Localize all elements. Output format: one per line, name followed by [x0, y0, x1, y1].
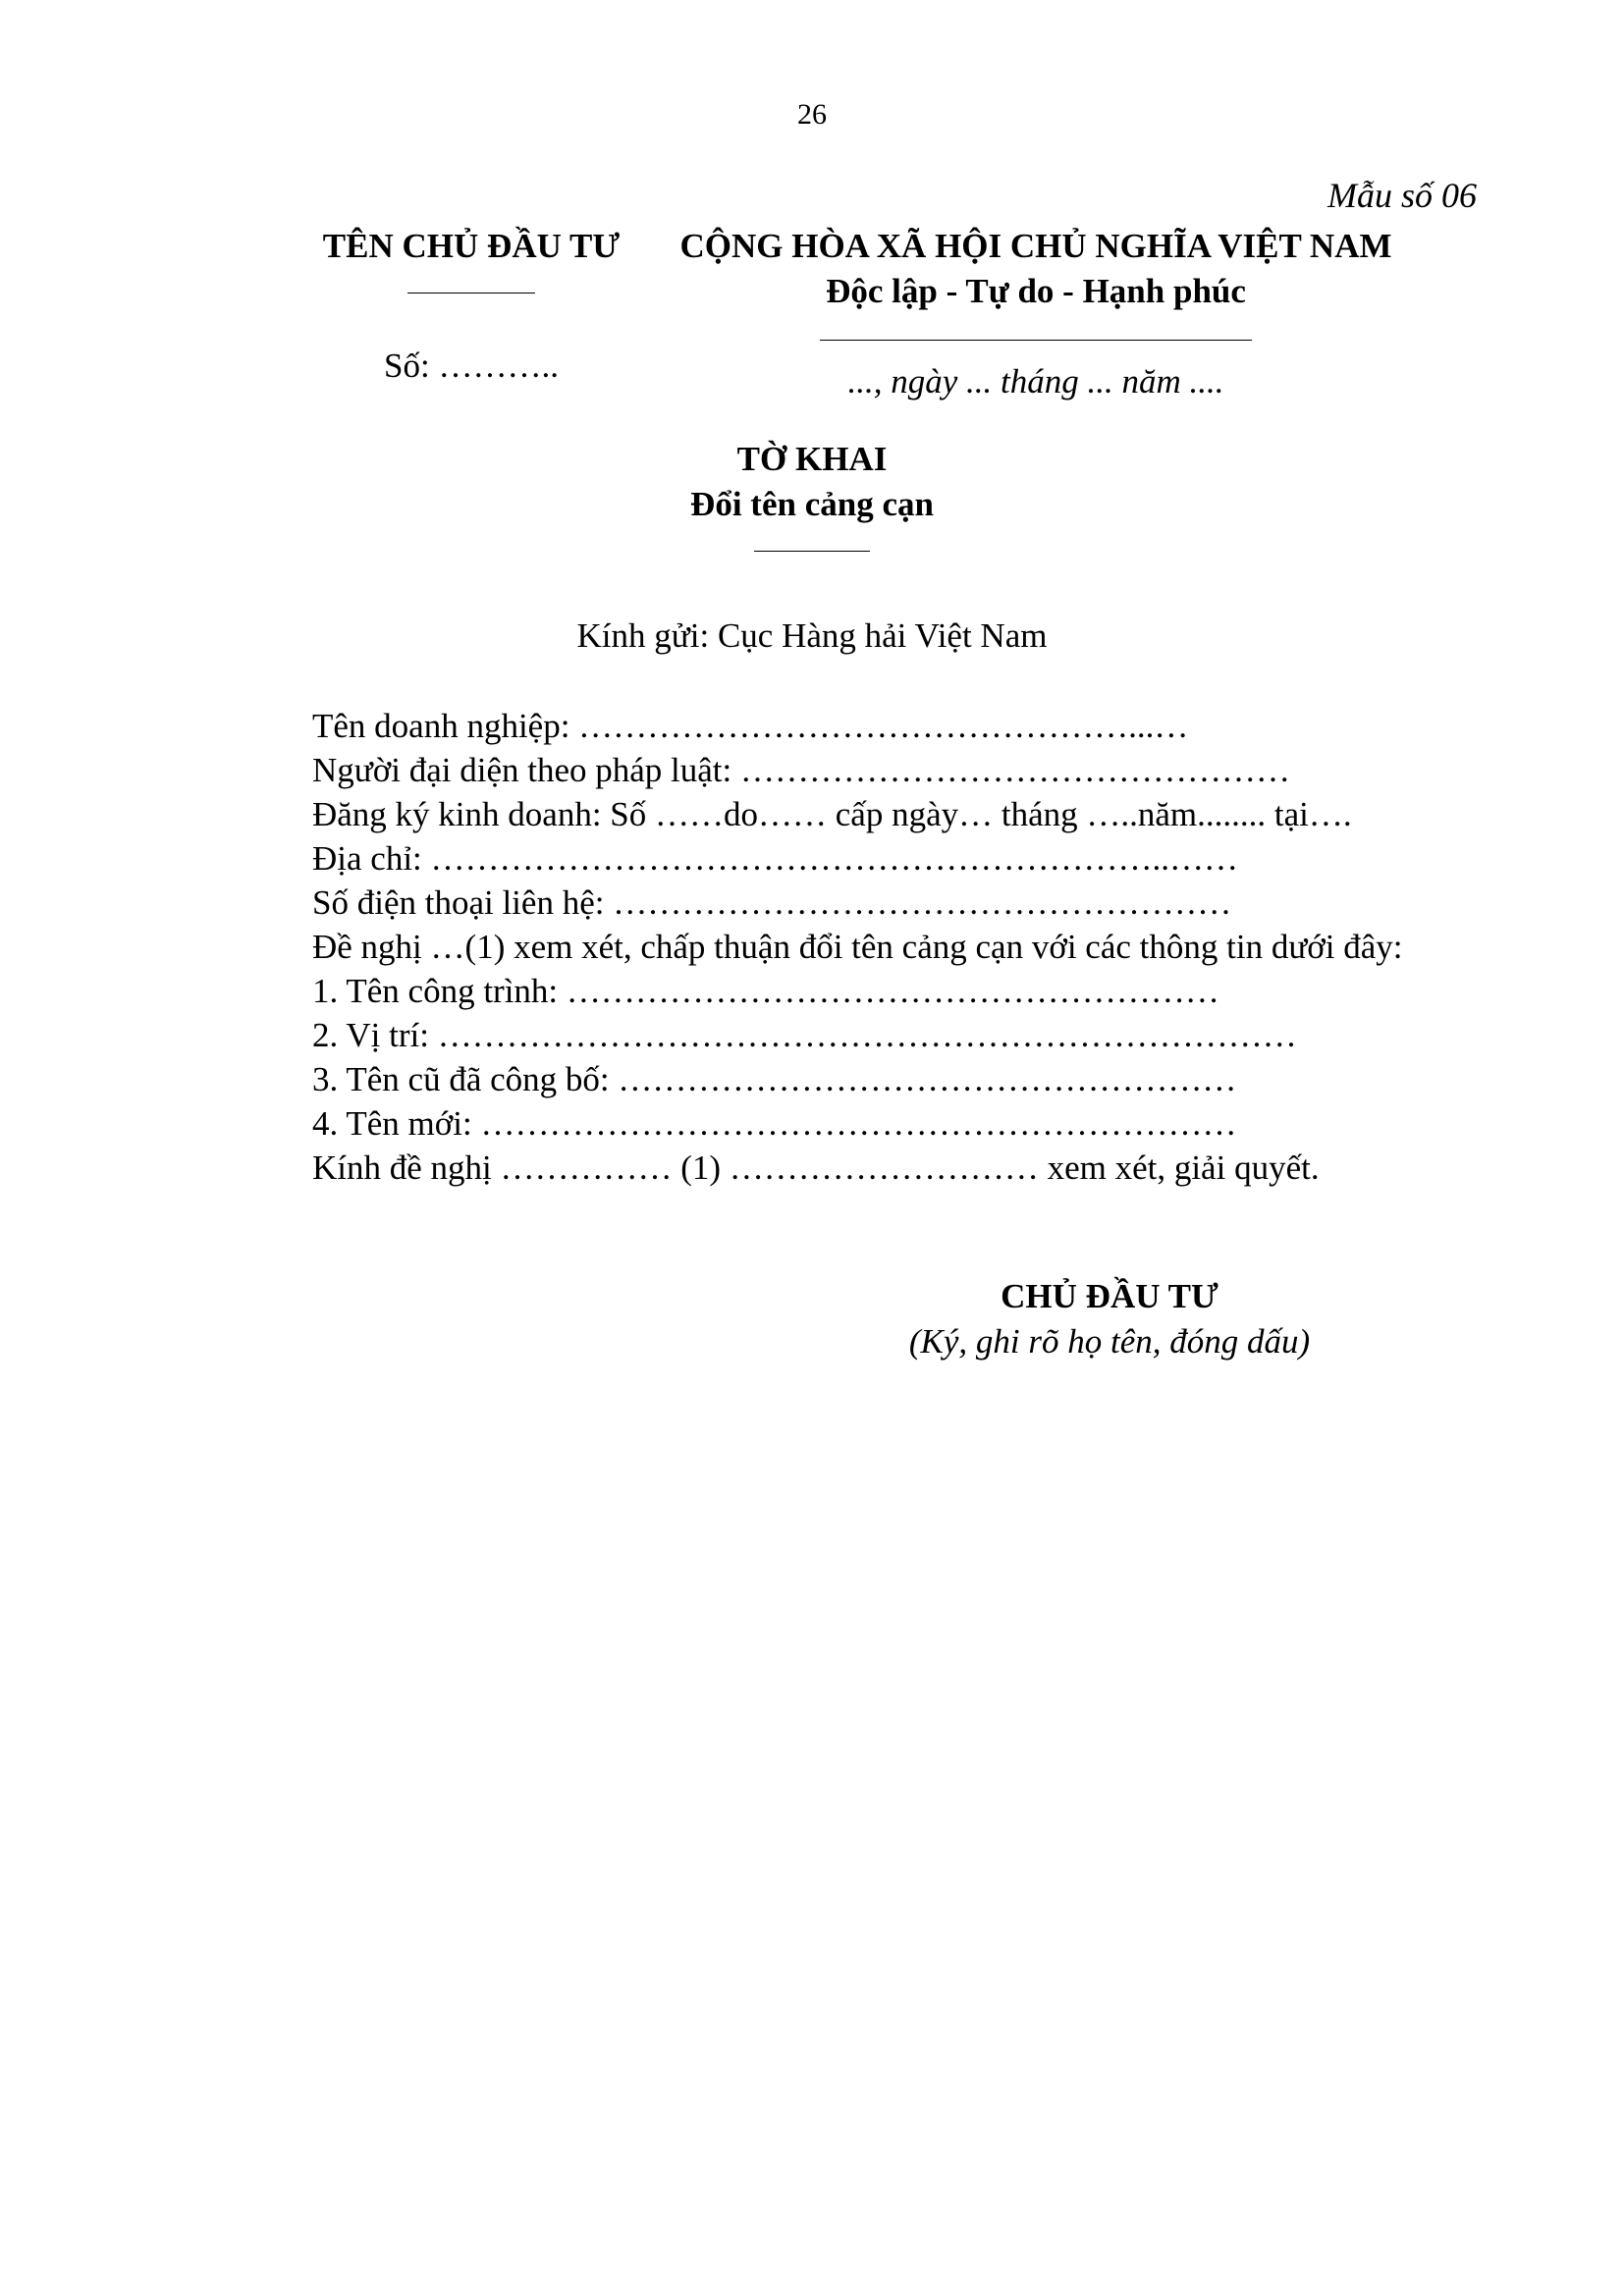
form-line-old-name: 3. Tên cũ đã công bố: ……………………………………………… — [312, 1060, 1237, 1098]
form-line-business-registration: Đăng ký kinh doanh: Số ……do…… cấp ngày… tháng …..năm........ tại…. — [312, 795, 1352, 833]
investor-name: TÊN CHỦ ĐẦU TƯ — [322, 227, 621, 265]
document-number: Số: ……….. — [384, 347, 559, 385]
form-line-request: Đề nghị …(1) xem xét, chấp thuận đổi tên cảng cạn với các thông tin dưới đây: — [312, 928, 1403, 966]
form-line-legal-representative: Người đại diện theo pháp luật: ………………………………………… — [312, 751, 1290, 789]
issuer-divider — [407, 293, 535, 294]
document-subtitle: Đổi tên cảng cạn — [690, 485, 934, 523]
title-divider — [754, 551, 870, 552]
document-title-block — [0, 437, 1624, 552]
form-number: Mẫu số 06 — [1327, 176, 1477, 215]
signature-note: (Ký, ghi rõ họ tên, đóng dấu) — [908, 1322, 1311, 1361]
motto-divider — [820, 340, 1252, 341]
form-line-address: Địa chỉ: ………………………………………………………..…… — [312, 839, 1239, 878]
issuer-block — [295, 224, 648, 386]
form-line-work-name: 1. Tên công trình: ………………………………………………… — [312, 972, 1219, 1010]
page-number: 26 — [797, 98, 827, 131]
date-line: ..., ngày ... tháng ... năm .... — [847, 362, 1224, 400]
national-motto: Độc lập - Tự do - Hạnh phúc — [826, 272, 1246, 310]
form-line-new-name: 4. Tên mới: ………………………………………………………… — [312, 1104, 1237, 1143]
document-title: TỜ KHAI — [736, 440, 888, 478]
signature-title: CHỦ ĐẦU TƯ — [1001, 1277, 1218, 1315]
form-line-company-name: Tên doanh nghiệp: …………………………………………...… — [312, 707, 1189, 745]
recipient-line: Kính gửi: Cục Hàng hải Việt Nam — [576, 616, 1048, 655]
form-line-location: 2. Vị trí: ………………………………………………………………… — [312, 1016, 1297, 1054]
form-line-phone: Số điện thoại liên hệ: ……………………………………………… — [312, 883, 1232, 922]
nation-name: CỘNG HÒA XÃ HỘI CHỦ NGHĨA VIỆT NAM — [679, 227, 1392, 265]
signature-block — [864, 1274, 1355, 1364]
national-heading — [628, 224, 1443, 401]
form-body — [312, 704, 1490, 1190]
form-line-closing-request: Kính đề nghị …………… (1) ……………………… xem xét, giải quyết. — [312, 1148, 1320, 1187]
